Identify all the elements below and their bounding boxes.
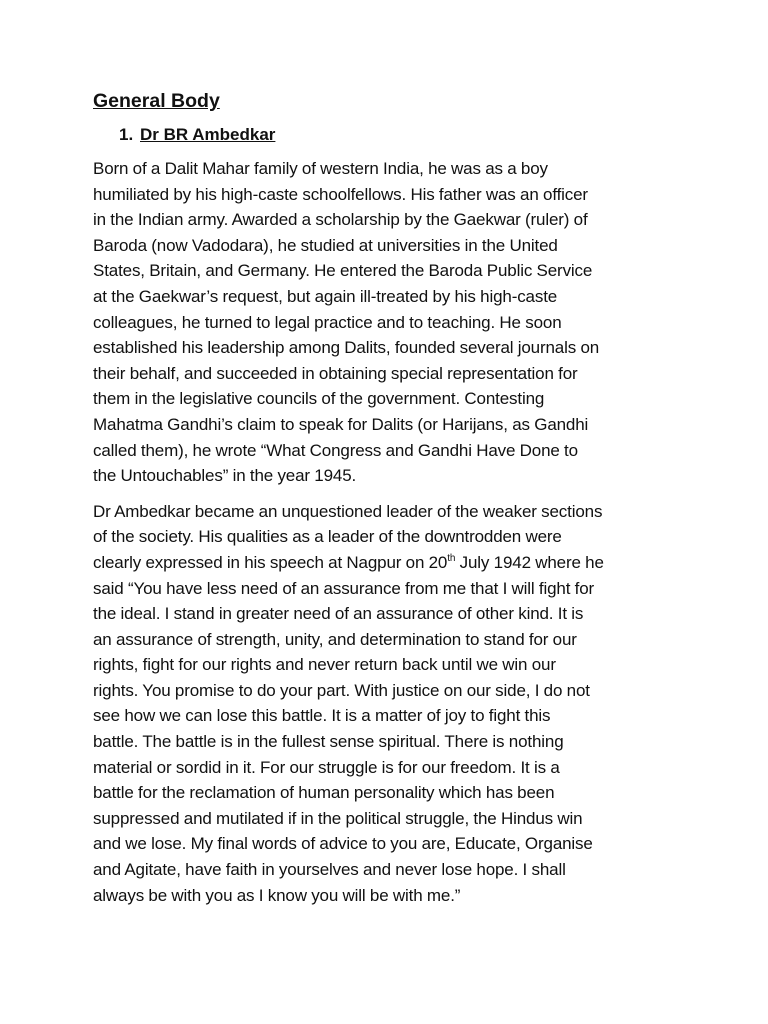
text-line: an assurance of strength, unity, and determination to stand for our — [93, 629, 577, 649]
list-item-number: 1. — [119, 125, 134, 144]
text-line: the Untouchables” in the year 1945. — [93, 466, 357, 486]
text-line: their behalf, and succeeded in obtaining special representation for — [93, 363, 578, 383]
text-line: the ideal. I stand in greater need of an assurance of other kind. It is — [93, 604, 584, 624]
numbered-list — [93, 122, 683, 148]
text-line: said “You have less need of an assurance from me that I will fight for — [93, 578, 595, 598]
text-line: colleagues, he turned to legal practice and to teaching. He soon — [93, 312, 562, 332]
text-line: battle. The battle is in the fullest sense spiritual. There is nothing — [93, 732, 564, 752]
text-line: Baroda (now Vadodara), he studied at universities in the United — [93, 235, 558, 255]
text-line: Born of a Dalit Mahar family of western India, he was as a boy — [93, 159, 548, 178]
text-line: and we lose. My final words of advice to you are, Educate, Organise — [93, 834, 593, 854]
text-line: called them), he wrote “What Congress and Gandhi Have Done to — [93, 440, 578, 460]
text-line: established his leadership among Dalits, founded several journals on — [93, 338, 600, 358]
text-fragment: July 1942 where he — [455, 552, 604, 572]
text-line: humiliated by his high-caste schoolfellows. His father was an officer — [93, 184, 588, 204]
text-line: Mahatma Gandhi’s claim to speak for Dalits (or Harijans, as Gandhi — [93, 414, 589, 434]
text-line: rights, fight for our rights and never return back until we win our — [93, 655, 556, 675]
text-line: States, Britain, and Germany. He entered the Baroda Public Service — [93, 261, 593, 281]
text-line: them in the legislative councils of the government. Contesting — [93, 389, 545, 409]
text-line: material or sordid in it. For our struggle is for our freedom. It is a — [93, 757, 560, 777]
text-line-with-date — [93, 550, 683, 576]
text-line: rights. You promise to do your part. With justice on our side, I do not — [93, 680, 590, 700]
text-line: battle for the reclamation of human personality which has been — [93, 783, 555, 803]
text-line: and Agitate, have faith in yourselves and never lose hope. I shall — [93, 860, 566, 880]
text-line: Dr Ambedkar became an unquestioned leader of the weaker sections — [93, 501, 603, 521]
list-item — [119, 122, 683, 148]
text-line: always be with you as I know you will be with me.” — [93, 885, 461, 905]
document-page — [93, 86, 683, 908]
text-line: in the Indian army. Awarded a scholarship by the Gaekwar (ruler) of — [93, 210, 588, 230]
text-line: of the society. His qualities as a leader of the downtrodden were — [93, 527, 562, 547]
text-line: suppressed and mutilated if in the political struggle, the Hindus win — [93, 808, 583, 828]
text-line: see how we can lose this battle. It is a matter of joy to fight this — [93, 706, 551, 726]
text-fragment: clearly expressed in his speech at Nagpur on 20 — [93, 552, 448, 572]
text-line: at the Gaekwar’s request, but again ill-treated by his high-caste — [93, 286, 558, 306]
ordinal-superscript: th — [447, 552, 456, 564]
paragraph-speech — [93, 499, 683, 909]
section-heading: General Body — [93, 90, 220, 112]
list-item-label: Dr BR Ambedkar — [140, 125, 276, 144]
paragraph-biography — [93, 156, 683, 489]
